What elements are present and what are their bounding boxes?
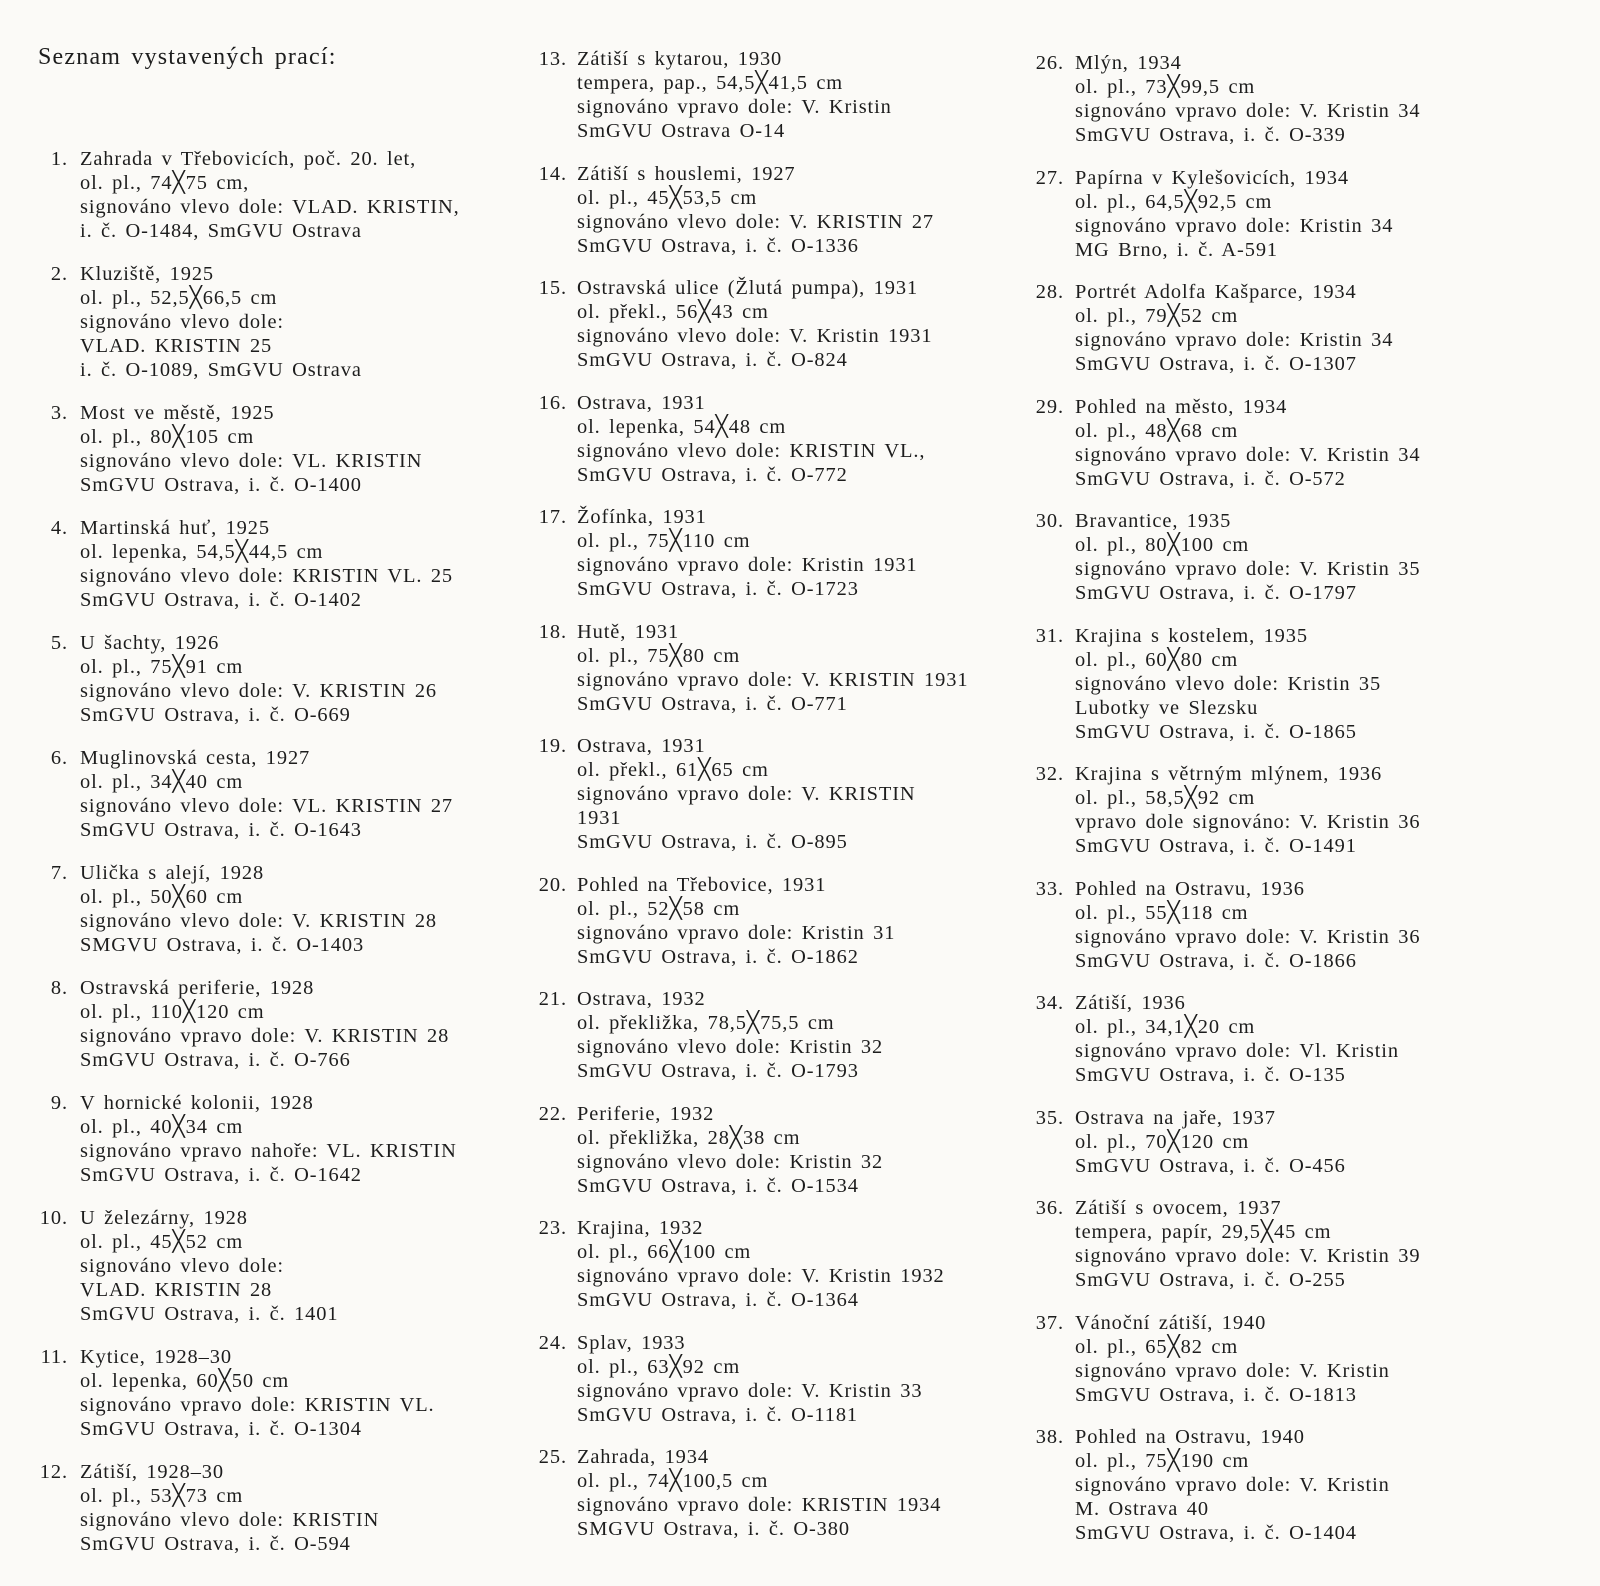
item-title: Splav, 1933 <box>577 1331 686 1354</box>
item-title: Ostravská periferie, 1928 <box>80 977 315 999</box>
list-item <box>520 1102 1030 1198</box>
item-title: Ostravská ulice (Žlutá pumpa), 1931 <box>577 277 919 299</box>
item-detail: ol. pl., 110╳120 cm <box>80 1001 265 1023</box>
item-detail: M. Ostrava 40 <box>1075 1498 1209 1520</box>
item-detail: signováno vlevo dole: <box>80 311 284 333</box>
item-detail: signováno vpravo dole: KRISTIN 1934 <box>577 1494 942 1516</box>
item-detail: SmGVU Ostrava, i. č. O-1643 <box>80 819 362 841</box>
item-detail: ol. pl., 70╳120 cm <box>1075 1130 1250 1153</box>
list-item <box>1030 51 1590 147</box>
list-item <box>1030 280 1590 376</box>
item-detail: ol. pl., 73╳99,5 cm <box>1075 76 1256 98</box>
item-detail: 1931 <box>577 807 622 829</box>
item-title: Pohled na Třebovice, 1931 <box>577 873 827 896</box>
item-detail: signováno vlevo dole: Kristin 32 <box>577 1036 884 1058</box>
column-1 <box>0 147 520 1575</box>
item-title: Bravantice, 1935 <box>1075 510 1232 532</box>
item-detail: Lubotky ve Slezsku <box>1075 696 1259 719</box>
item-detail: ol. pl., 65╳82 cm <box>1075 1335 1239 1358</box>
item-title: Kluziště, 1925 <box>80 263 215 285</box>
list-item <box>1030 624 1590 744</box>
item-detail: SmGVU Ostrava, i. č. O-1400 <box>80 474 362 496</box>
item-number: 10. <box>39 1207 68 1229</box>
item-detail: signováno vlevo dole: V. KRISTIN 28 <box>80 910 438 932</box>
item-detail: ol. pl., 58,5╳92 cm <box>1075 787 1256 809</box>
item-number: 24. <box>538 1331 567 1354</box>
item-title: Pohled na Ostravu, 1940 <box>1075 1426 1305 1448</box>
item-title: Papírna v Kylešovicích, 1934 <box>1075 166 1349 189</box>
item-detail: SmGVU Ostrava, i. č. 1401 <box>80 1303 339 1325</box>
item-title: Zátiší s kytarou, 1930 <box>577 48 783 70</box>
item-number: 15. <box>538 277 567 299</box>
item-detail: ol. pl., 66╳100 cm <box>577 1241 752 1263</box>
item-title: Zátiší s houslemi, 1927 <box>577 162 796 185</box>
item-title: Ostrava, 1931 <box>577 391 706 414</box>
item-number: 37. <box>1035 1311 1064 1334</box>
item-detail: vpravo dole signováno: V. Kristin 36 <box>1075 811 1421 833</box>
item-number: 12. <box>39 1461 68 1483</box>
item-detail: SmGVU Ostrava, i. č. O-1534 <box>577 1174 859 1197</box>
list-item <box>1030 1311 1590 1407</box>
item-detail: SmGVU Ostrava, i. č. O-255 <box>1075 1269 1346 1291</box>
item-title: Vánoční zátiší, 1940 <box>1075 1311 1267 1334</box>
item-number: 22. <box>538 1102 567 1125</box>
item-detail: signováno vpravo dole: V. Kristin 35 <box>1075 558 1421 580</box>
list-item <box>1030 762 1590 858</box>
item-detail: ol. pl., 52,5╳66,5 cm <box>80 287 278 309</box>
item-detail: SmGVU Ostrava, i. č. O-1642 <box>80 1164 362 1186</box>
item-detail: ol. pl., 55╳118 cm <box>1075 901 1249 924</box>
list-item <box>520 276 1030 372</box>
item-detail: SmGVU Ostrava, i. č. O-1793 <box>577 1060 859 1082</box>
item-detail: SmGVU Ostrava, i. č. O-1862 <box>577 945 859 968</box>
item-number: 19. <box>538 735 567 757</box>
item-title: Muglinovská cesta, 1927 <box>80 747 311 769</box>
item-number: 27. <box>1035 166 1064 189</box>
item-detail: signováno vpravo dole: KRISTIN VL. <box>80 1394 435 1416</box>
item-number: 20. <box>538 873 567 896</box>
item-detail: signováno vlevo dole: V. Kristin 1931 <box>577 325 933 347</box>
item-number: 28. <box>1035 281 1064 303</box>
item-detail: signováno vlevo dole: VL. KRISTIN 27 <box>80 795 454 817</box>
item-detail: signováno vlevo dole: V. KRISTIN 27 <box>577 210 935 233</box>
item-detail: MG Brno, i. č. A-591 <box>1075 238 1279 261</box>
item-detail: tempera, pap., 54,5╳41,5 cm <box>577 72 844 94</box>
item-title: Most ve městě, 1925 <box>80 402 275 424</box>
item-detail: ol. pl., 45╳53,5 cm <box>577 186 758 209</box>
list-item <box>1030 509 1590 605</box>
list-item <box>1030 1196 1590 1292</box>
list-item <box>520 505 1030 601</box>
item-detail: signováno vlevo dole: KRISTIN VL. 25 <box>80 565 454 587</box>
item-detail: SMGVU Ostrava, i. č. O-1403 <box>80 934 365 956</box>
item-number: 32. <box>1035 763 1064 785</box>
item-title: Zátiší, 1936 <box>1075 992 1186 1014</box>
item-detail: ol. pl., 75╳190 cm <box>1075 1450 1250 1472</box>
item-detail: SmGVU Ostrava, i. č. O-594 <box>80 1533 351 1555</box>
item-title: U železárny, 1928 <box>80 1207 248 1229</box>
item-title: Martinská huť, 1925 <box>80 517 270 539</box>
column-2 <box>520 47 1030 1560</box>
list-item <box>0 147 520 243</box>
item-number: 34. <box>1035 992 1064 1014</box>
list-item <box>0 1206 520 1326</box>
item-number: 9. <box>50 1092 68 1114</box>
item-number: 14. <box>538 162 567 185</box>
item-title: Pohled na Ostravu, 1936 <box>1075 877 1305 900</box>
item-detail: signováno vlevo dole: Kristin 32 <box>577 1150 884 1173</box>
item-detail: signováno vpravo dole: Kristin 31 <box>577 921 896 944</box>
item-detail: SMGVU Ostrava, i. č. O-380 <box>577 1518 850 1540</box>
item-title: Zahrada v Třebovicích, poč. 20. let, <box>80 148 417 170</box>
item-detail: ol. překližka, 78,5╳75,5 cm <box>577 1012 835 1034</box>
item-detail: SmGVU Ostrava O-14 <box>577 120 786 142</box>
item-number: 6. <box>50 747 68 769</box>
item-number: 29. <box>1035 395 1064 418</box>
item-detail: ol. lepenka, 54╳48 cm <box>577 415 787 438</box>
item-title: Kytice, 1928–30 <box>80 1346 232 1368</box>
item-detail: ol. pl., 48╳68 cm <box>1075 419 1239 442</box>
list-item <box>0 976 520 1072</box>
item-number: 25. <box>538 1446 567 1468</box>
item-detail: ol. pl., 80╳100 cm <box>1075 534 1250 556</box>
item-detail: SmGVU Ostrava, i. č. O-1813 <box>1075 1383 1357 1406</box>
item-title: Krajina s větrným mlýnem, 1936 <box>1075 763 1383 785</box>
item-title: Portrét Adolfa Kašparce, 1934 <box>1075 281 1357 303</box>
item-detail: ol. pl., 52╳58 cm <box>577 897 741 920</box>
item-number: 31. <box>1035 624 1064 647</box>
item-title: Ulička s alejí, 1928 <box>80 862 265 884</box>
list-item <box>1030 991 1590 1087</box>
item-detail: ol. pl., 75╳80 cm <box>577 644 741 667</box>
item-title: Zátiší s ovocem, 1937 <box>1075 1197 1282 1219</box>
item-number: 5. <box>50 632 68 654</box>
item-detail: signováno vpravo dole: V. KRISTIN 28 <box>80 1025 450 1047</box>
item-detail: ol. pl., 75╳91 cm <box>80 656 244 678</box>
item-detail: signováno vpravo dole: V. KRISTIN 1931 <box>577 668 969 691</box>
item-title: Pohled na město, 1934 <box>1075 395 1288 418</box>
item-detail: signováno vpravo dole: V. Kristin 33 <box>577 1379 923 1402</box>
item-detail: SmGVU Ostrava, i. č. O-1304 <box>80 1418 362 1440</box>
item-title: Žofínka, 1931 <box>577 506 707 528</box>
item-detail: ol. lepenka, 60╳50 cm <box>80 1370 290 1392</box>
item-detail: ol. lepenka, 54,5╳44,5 cm <box>80 541 324 563</box>
item-detail: ol. pl., 34,1╳20 cm <box>1075 1016 1256 1038</box>
item-detail: ol. pl., 80╳105 cm <box>80 426 255 448</box>
item-detail: signováno vlevo dole: Kristin 35 <box>1075 672 1382 695</box>
item-number: 2. <box>50 263 68 285</box>
item-title: Ostrava, 1931 <box>577 735 706 757</box>
list-item <box>520 1216 1030 1312</box>
item-detail: ol. pl., 74╳100,5 cm <box>577 1470 769 1492</box>
item-title: Periferie, 1932 <box>577 1102 715 1125</box>
item-detail: SmGVU Ostrava, i. č. O-339 <box>1075 124 1346 146</box>
item-detail: SmGVU Ostrava, i. č. O-572 <box>1075 467 1346 490</box>
item-number: 36. <box>1035 1197 1064 1219</box>
item-detail: SmGVU Ostrava, i. č. O-1336 <box>577 234 859 257</box>
item-detail: SmGVU Ostrava, i. č. O-1797 <box>1075 582 1357 604</box>
item-number: 4. <box>50 517 68 539</box>
item-detail: SmGVU Ostrava, i. č. O-1364 <box>577 1289 859 1311</box>
list-item <box>0 262 520 382</box>
item-detail: signováno vlevo dole: VLAD. KRISTIN, <box>80 196 460 218</box>
item-detail: signováno vlevo dole: V. KRISTIN 26 <box>80 680 438 702</box>
list-item <box>0 861 520 957</box>
item-title: Mlýn, 1934 <box>1075 52 1182 74</box>
item-detail: signováno vlevo dole: <box>80 1255 284 1277</box>
item-detail: VLAD. KRISTIN 28 <box>80 1279 273 1301</box>
item-title: Krajina s kostelem, 1935 <box>1075 624 1308 647</box>
item-detail: SmGVU Ostrava, i. č. O-766 <box>80 1049 351 1071</box>
list-item <box>0 1460 520 1556</box>
list-item <box>0 516 520 612</box>
item-detail: ol. pl., 79╳52 cm <box>1075 305 1239 327</box>
item-detail: SmGVU Ostrava, i. č. O-1491 <box>1075 835 1357 857</box>
item-number: 1. <box>50 148 68 170</box>
item-number: 8. <box>50 977 68 999</box>
item-detail: VLAD. KRISTIN 25 <box>80 335 273 357</box>
item-number: 3. <box>50 402 68 424</box>
item-detail: SmGVU Ostrava, i. č. O-669 <box>80 704 351 726</box>
item-detail: ol. pl., 34╳40 cm <box>80 771 244 793</box>
item-detail: ol. překl., 56╳43 cm <box>577 301 769 323</box>
list-item <box>0 746 520 842</box>
list-item <box>520 1331 1030 1427</box>
list-item <box>0 1091 520 1187</box>
list-item <box>1030 1425 1590 1545</box>
item-title: Hutě, 1931 <box>577 620 680 643</box>
column-3 <box>1030 51 1590 1564</box>
item-number: 7. <box>50 862 68 884</box>
list-item <box>520 987 1030 1083</box>
item-detail: ol. překližka, 28╳38 cm <box>577 1126 801 1149</box>
item-detail: SmGVU Ostrava, i. č. O-824 <box>577 349 848 371</box>
item-detail: signováno vlevo dole: KRISTIN VL., <box>577 439 926 462</box>
item-detail: signováno vpravo dole: V. KRISTIN <box>577 783 916 805</box>
item-detail: SmGVU Ostrava, i. č. O-895 <box>577 831 848 853</box>
item-detail: signováno vpravo dole: Kristin 1931 <box>577 554 918 576</box>
item-detail: SmGVU Ostrava, i. č. O-456 <box>1075 1154 1346 1177</box>
item-detail: SmGVU Ostrava, i. č. O-1723 <box>577 578 859 600</box>
list-item <box>1030 1106 1590 1178</box>
item-detail: signováno vpravo dole: V. Kristin <box>1075 1359 1390 1382</box>
item-detail: signováno vpravo dole: Kristin 34 <box>1075 214 1394 237</box>
item-number: 38. <box>1035 1426 1064 1448</box>
item-detail: ol. pl., 45╳52 cm <box>80 1231 244 1253</box>
item-detail: signováno vlevo dole: VL. KRISTIN <box>80 450 423 472</box>
item-detail: SmGVU Ostrava, i. č. O-1181 <box>577 1403 859 1426</box>
item-detail: ol. pl., 74╳75 cm, <box>80 172 250 194</box>
item-detail: ol. pl., 53╳73 cm <box>80 1485 244 1507</box>
item-detail: signováno vpravo dole: V. Kristin 36 <box>1075 925 1421 948</box>
list-item <box>520 620 1030 716</box>
item-title: Zahrada, 1934 <box>577 1446 709 1468</box>
item-detail: signováno vpravo dole: V. Kristin <box>577 96 892 118</box>
item-detail: SmGVU Ostrava, i. č. O-1402 <box>80 589 362 611</box>
item-detail: ol. pl., 75╳110 cm <box>577 530 751 552</box>
item-detail: ol. pl., 64,5╳92,5 cm <box>1075 190 1273 213</box>
item-title: V hornické kolonii, 1928 <box>80 1092 314 1114</box>
item-number: 26. <box>1035 52 1064 74</box>
item-detail: signováno vpravo nahoře: VL. KRISTIN <box>80 1140 457 1162</box>
page-title: Seznam vystavených prací: <box>38 44 337 70</box>
item-number: 17. <box>538 506 567 528</box>
item-number: 18. <box>538 620 567 643</box>
item-detail: signováno vpravo dole: Kristin 34 <box>1075 329 1394 351</box>
item-detail: ol. překl., 61╳65 cm <box>577 759 769 781</box>
item-number: 23. <box>538 1217 567 1239</box>
item-detail: signováno vpravo dole: Vl. Kristin <box>1075 1040 1399 1062</box>
list-item <box>1030 395 1590 491</box>
item-detail: SmGVU Ostrava, i. č. O-1866 <box>1075 949 1357 972</box>
item-detail: SmGVU Ostrava, i. č. O-135 <box>1075 1064 1346 1086</box>
item-title: U šachty, 1926 <box>80 632 220 654</box>
item-detail: SmGVU Ostrava, i. č. O-1865 <box>1075 720 1357 743</box>
item-detail: signováno vlevo dole: KRISTIN <box>80 1509 380 1531</box>
item-detail: i. č. O-1089, SmGVU Ostrava <box>80 359 362 381</box>
list-item <box>520 391 1030 487</box>
item-detail: i. č. O-1484, SmGVU Ostrava <box>80 220 362 242</box>
item-detail: SmGVU Ostrava, i. č. O-771 <box>577 692 848 715</box>
item-title: Zátiší, 1928–30 <box>80 1461 224 1483</box>
item-number: 21. <box>538 988 567 1010</box>
list-item <box>1030 877 1590 973</box>
item-detail: signováno vpravo dole: V. Kristin 34 <box>1075 100 1421 122</box>
item-detail: SmGVU Ostrava, i. č. O-1404 <box>1075 1522 1357 1544</box>
item-detail: ol. pl., 40╳34 cm <box>80 1116 244 1138</box>
item-detail: tempera, papír, 29,5╳45 cm <box>1075 1221 1332 1243</box>
item-detail: SmGVU Ostrava, i. č. O-772 <box>577 463 848 486</box>
item-detail: signováno vpravo dole: V. Kristin 1932 <box>577 1265 945 1287</box>
list-item <box>0 1345 520 1441</box>
list-item <box>0 631 520 727</box>
item-detail: signováno vpravo dole: V. Kristin 39 <box>1075 1245 1421 1267</box>
item-detail: ol. pl., 63╳92 cm <box>577 1355 741 1378</box>
list-item <box>520 873 1030 969</box>
item-number: 11. <box>40 1346 68 1368</box>
item-title: Ostrava, 1932 <box>577 988 706 1010</box>
item-number: 33. <box>1035 877 1064 900</box>
item-detail: ol. pl., 60╳80 cm <box>1075 648 1239 671</box>
item-number: 30. <box>1035 510 1064 532</box>
item-detail: ol. pl., 50╳60 cm <box>80 886 244 908</box>
item-title: Ostrava na jaře, 1937 <box>1075 1106 1276 1129</box>
item-detail: SmGVU Ostrava, i. č. O-1307 <box>1075 353 1357 375</box>
item-detail: signováno vpravo dole: V. Kristin <box>1075 1474 1390 1496</box>
item-title: Krajina, 1932 <box>577 1217 704 1239</box>
list-item <box>520 734 1030 854</box>
list-item <box>1030 166 1590 262</box>
list-item <box>0 401 520 497</box>
item-detail: signováno vpravo dole: V. Kristin 34 <box>1075 443 1421 466</box>
list-item <box>520 1445 1030 1541</box>
item-number: 16. <box>538 391 567 414</box>
item-number: 13. <box>538 48 567 70</box>
item-number: 35. <box>1035 1106 1064 1129</box>
list-item <box>520 47 1030 143</box>
list-item <box>520 162 1030 258</box>
